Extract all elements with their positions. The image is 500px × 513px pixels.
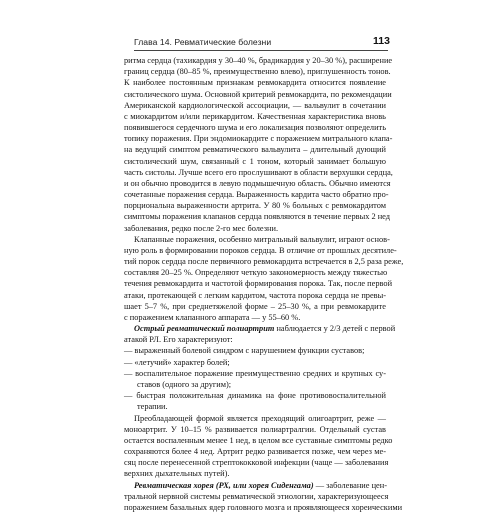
text-line: сохраняются более 4 нед. Артрит редко развивается позже, чем через ме-: [124, 447, 386, 457]
text-line: с миокардитом и/или перикардитом. Качественная характеристика вновь: [124, 111, 386, 121]
text-line: моноартрит. У 10–15 % развивается полиартралгии. Отдельный сустав: [124, 424, 386, 434]
text-line: порциональна выраженности артрита. У 80 % больных с ревмокардитом: [124, 201, 386, 211]
chorea-paragraph: [124, 491, 403, 513]
page-number: 113: [373, 35, 390, 47]
arthritis-bullet-list: [124, 345, 386, 412]
bullet-item: — «летучий» характер болей;: [124, 357, 230, 367]
arthritis-term: Острый ревматический полиартрит: [134, 324, 275, 334]
paragraph-valvular: [124, 234, 404, 323]
text-line: систолический шум, связанный с 1 тоном, который занимает большую: [124, 156, 386, 166]
chorea-line: [124, 480, 386, 491]
text-line: сяц после перенесенной стрептококковой инфекции (чаще — заболевания: [124, 458, 389, 468]
text-line: течения ревмокардита и частотой формирования порока. Так, после первой: [124, 279, 393, 289]
text-line: К наиболее постоянным признакам ревмокардита относится появление: [124, 78, 386, 88]
text-line: Американской кардиологической ассоциации, — вальвулит в сочетании: [124, 100, 386, 110]
text-line: на ведущий симптом ревматического вальвулита – длительный дующий: [124, 145, 386, 155]
text-line: топику поражения. При эндомиокардите с поражением митрального клапа-: [124, 134, 393, 144]
text-line: появившегося сердечного шума и его локализация позволяют определить: [124, 123, 386, 133]
text-line: ритма сердца (тахикардия у 30–40 %, брадикардия у 20–30 %), расширение: [124, 56, 393, 65]
text-line: атаки, протекающей с легким кардитом, частота порока сердца не превы-: [124, 290, 386, 300]
chorea-term: Ревматическая хорея (РХ, или хорея Сиденгама): [134, 480, 314, 490]
paragraph-cardiac: [124, 55, 393, 234]
arthritis-line: атакой РЛ. Его характеризуют:: [124, 335, 233, 345]
text-line: симптомы поражения клапанов сердца появляются в течение первых 2 нед: [124, 212, 391, 222]
bullet-item: — воспалительное поражение преимущественно средних и крупных су-: [124, 368, 386, 378]
text-line: тральной нервной системы ревматической этиологии, характеризующееся: [124, 491, 389, 501]
text-line: систолического шума. Основной критерий ревмокардита, по рекомендации: [124, 89, 392, 99]
text-line: с поражением клапанного аппарата — у 55–60 %.: [124, 312, 301, 322]
bullet-item: — выраженный болевой синдром с нарушением функции суставов;: [124, 346, 365, 356]
text-line: заболевания, редко после 2-го мес болезни.: [124, 223, 279, 233]
text-line: составляя 20–25 %. Определяют четкую закономерность между тяжестью: [124, 268, 388, 278]
text-line: верхних дыхательных путей).: [124, 469, 230, 479]
text-line: поражением базальных ядер головного мозга и проявляющееся хореическими: [124, 502, 403, 512]
bullet-continuation: ставов (одного за другим);: [137, 379, 232, 389]
text-line: сочетанные поражения сердца. Выраженность кардита часто обратно про-: [124, 190, 389, 200]
text-line: границ сердца (80–85 %, преимущественно влево), приглушенность тонов.: [124, 67, 391, 77]
text-line: тий порок сердца после первичного ревмокардита встречается в 2,5 раза реже,: [124, 257, 404, 267]
text-line: часть систолы. Лучше всего его прослушивают в области верхушки сердца,: [124, 167, 393, 177]
text-line: Клапанные поражения, особенно митральный вальвулит, играют основ-: [134, 234, 390, 244]
text-line: Преобладающей формой является преходящий олигоартрит, реже —: [134, 413, 386, 423]
header-rule: [134, 50, 388, 51]
paragraph-oligoarthritis: [124, 413, 393, 480]
text-line: и он обычно проводится в левую подмышечную область. Обычно имеются: [124, 178, 391, 188]
bullet-item: — быстрая положительная динамика на фоне противовоспалительной: [124, 391, 386, 401]
chorea-text: — заболевание цен-: [313, 480, 387, 490]
body-text: [124, 55, 404, 513]
text-line: остается воспаленным менее 1 нед, в целом все суставные симптомы редко: [124, 435, 393, 445]
arthritis-line: [124, 323, 396, 334]
arthritis-text: наблюдается у 2/3 детей с первой: [274, 324, 396, 334]
running-head: Глава 14. Ревматические болезни: [134, 37, 272, 47]
bullet-continuation: терапии.: [137, 402, 168, 412]
text-line: ную роль в формировании пороков сердца. В отличие от прошлых десятиле-: [124, 245, 397, 255]
text-line: шает 5–7 %, при среднетяжелой форме – 25–30 %, а при ревмокардите: [124, 301, 386, 311]
